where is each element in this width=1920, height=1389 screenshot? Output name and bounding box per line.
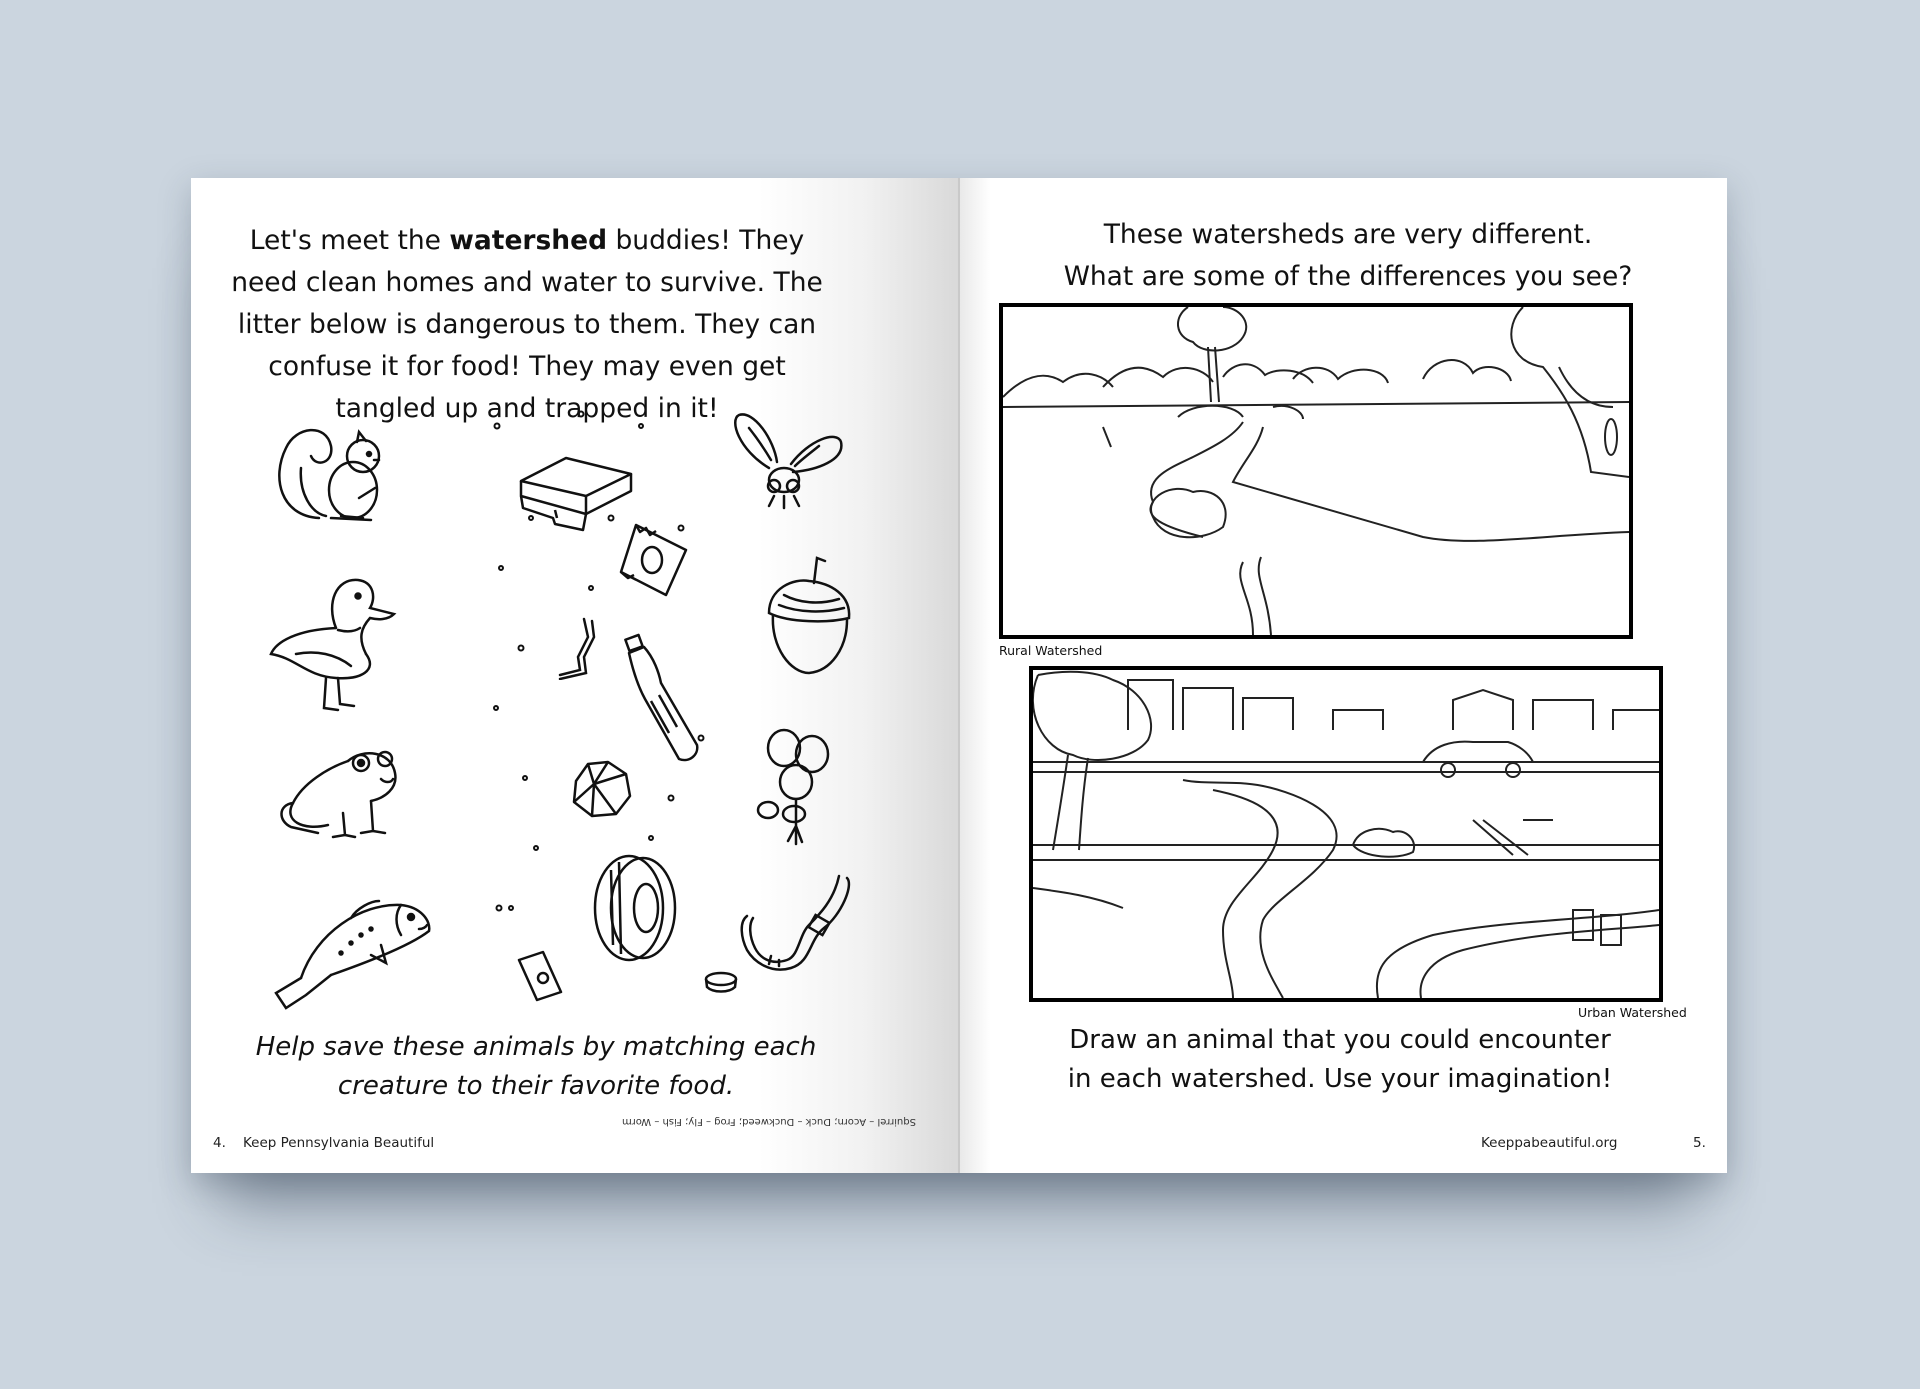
left-page <box>191 178 958 1173</box>
intro-bold-word: watershed <box>449 225 608 256</box>
page-number-left: 4. <box>213 1135 226 1151</box>
worm-icon <box>729 870 859 980</box>
duck-icon <box>266 558 411 718</box>
urban-caption: Urban Watershed <box>1578 1005 1687 1020</box>
fish-icon <box>261 883 436 1013</box>
footer-org-name: Keep Pennsylvania Beautiful <box>243 1135 435 1151</box>
urban-watershed-illustration <box>1029 666 1663 1002</box>
bottle-cap-icon <box>703 971 739 995</box>
help-text: Help save these animals by matching each creature to their favorite food. <box>255 1032 817 1101</box>
book-spread <box>191 178 1727 1173</box>
answer-key: Squirrel – Acorn; Duck – Duckweed; Frog – Fly; Fish – Worm <box>622 1116 916 1127</box>
watershed-question: These watersheds are very different. What are some of the differences you see? <box>1063 219 1633 292</box>
frog-icon <box>273 743 408 853</box>
right-page <box>960 178 1727 1173</box>
draw-prompt: Draw an animal that you could encounter in each watershed. Use your imagination! <box>1067 1025 1613 1094</box>
footer-website: Keeppabeautiful.org <box>1481 1135 1618 1151</box>
fly-icon <box>729 410 844 515</box>
rural-watershed-illustration <box>999 303 1633 639</box>
duckweed-icon <box>756 726 836 846</box>
squirrel-icon <box>271 408 396 538</box>
rural-caption: Rural Watershed <box>999 643 1103 658</box>
page-number-right: 5. <box>1693 1135 1706 1151</box>
litter-fragments <box>491 408 711 968</box>
intro-text: Let's meet the watershed buddies! They need clean homes and water to survive. The litter below is dangerous to them. They can confuse it for food! They may even get tangled up and trapped in it! <box>231 225 823 424</box>
acorn-icon <box>759 553 859 683</box>
